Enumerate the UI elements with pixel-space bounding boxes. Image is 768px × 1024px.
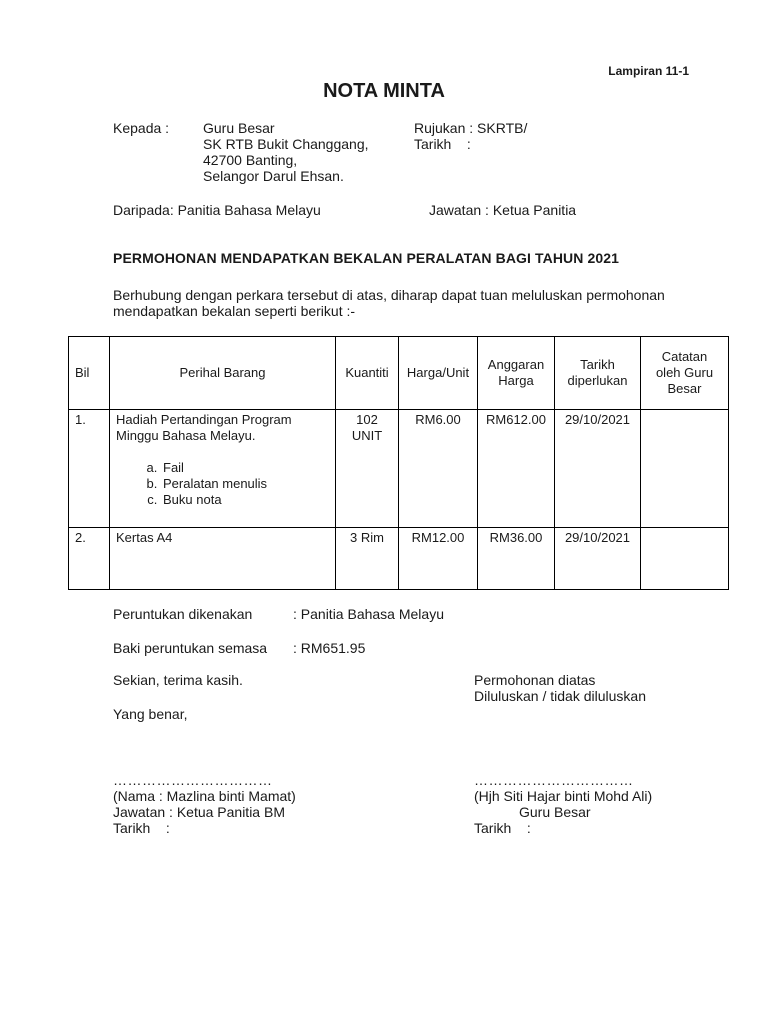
signer-date: Tarikh : bbox=[474, 820, 531, 836]
items-table bbox=[68, 336, 729, 590]
sub-item: a. Fail bbox=[161, 460, 335, 476]
header-line: Tarikh bbox=[580, 357, 615, 372]
kuantiti-line: UNIT bbox=[351, 428, 383, 443]
cell-tarikh: 29/10/2021 bbox=[555, 410, 641, 528]
signature-line: …………………………… bbox=[113, 772, 273, 788]
approval-line: Diluluskan / tidak diluluskan bbox=[474, 688, 646, 704]
address-line: Guru Besar bbox=[203, 120, 275, 136]
cell-anggaran: RM36.00 bbox=[478, 528, 555, 590]
cell-bil: 2. bbox=[69, 528, 110, 590]
header-perihal: Perihal Barang bbox=[110, 337, 336, 410]
to-address bbox=[203, 120, 369, 184]
sub-item: b. Peralatan menulis bbox=[161, 476, 335, 492]
approval-block bbox=[474, 672, 646, 704]
subject-heading: PERMOHONAN MENDAPATKAN BEKALAN PERALATAN BAGI TAHUN 2021 bbox=[113, 250, 619, 266]
header-line: Harga bbox=[498, 373, 534, 388]
cell-kuantiti bbox=[336, 410, 399, 528]
header-line: Anggaran bbox=[487, 357, 545, 372]
header-tarikh bbox=[555, 337, 641, 410]
sub-item: c. Buku nota bbox=[161, 492, 335, 508]
perihal-line: Hadiah Pertandingan Program bbox=[116, 412, 292, 427]
approval-line: Permohonan diatas bbox=[474, 672, 596, 688]
cell-anggaran: RM612.00 bbox=[478, 410, 555, 528]
cell-perihal bbox=[110, 410, 336, 528]
header-line: Besar bbox=[667, 381, 702, 396]
attachment-label: Lampiran 11-1 bbox=[608, 64, 689, 78]
intro-paragraph bbox=[113, 287, 665, 319]
header-line: oleh Guru bbox=[655, 365, 714, 380]
address-line: Selangor Darul Ehsan. bbox=[203, 168, 344, 184]
cell-tarikh: 29/10/2021 bbox=[555, 528, 641, 590]
table-row bbox=[69, 528, 729, 590]
table-row bbox=[69, 410, 729, 528]
balance-value: : RM651.95 bbox=[293, 640, 366, 656]
from-line: Daripada: Panitia Bahasa Melayu bbox=[113, 202, 321, 218]
address-line: 42700 Banting, bbox=[203, 152, 298, 168]
perihal-line: Kertas A4 bbox=[116, 530, 173, 545]
address-line: SK RTB Bukit Changgang, bbox=[203, 136, 369, 152]
signature-line: …………………………… bbox=[474, 772, 634, 788]
intro-line: mendapatkan bekalan seperti berikut :- bbox=[113, 303, 356, 319]
header-anggaran bbox=[478, 337, 555, 410]
to-label: Kepada : bbox=[113, 120, 170, 136]
header-line: Catatan bbox=[661, 349, 708, 364]
cell-bil: 1. bbox=[69, 410, 110, 528]
signature-left bbox=[113, 772, 296, 836]
header-date: Tarikh : bbox=[414, 136, 471, 152]
signer-position: Jawatan : Ketua Panitia BM bbox=[113, 804, 285, 820]
cell-catatan bbox=[641, 528, 729, 590]
intro-line: Berhubung dengan perkara tersebut di atas, diharap dapat tuan meluluskan permohonan bbox=[113, 287, 665, 303]
header-harga: Harga/Unit bbox=[399, 337, 478, 410]
signer-name: (Hjh Siti Hajar binti Mohd Ali) bbox=[474, 788, 653, 804]
kuantiti-line: 102 bbox=[356, 412, 378, 427]
cell-catatan bbox=[641, 410, 729, 528]
cell-perihal bbox=[110, 528, 336, 590]
signer-position: Guru Besar bbox=[519, 804, 591, 820]
reference: Rujukan : SKRTB/ bbox=[414, 120, 528, 136]
sub-item-list bbox=[116, 460, 335, 508]
cell-harga: RM6.00 bbox=[399, 410, 478, 528]
balance-label: Baki peruntukan semasa bbox=[113, 640, 268, 656]
header-line: diperlukan bbox=[567, 373, 628, 388]
closing-text: Sekian, terima kasih. bbox=[113, 672, 243, 688]
table-header-row bbox=[69, 337, 729, 410]
kuantiti-line: 3 Rim bbox=[350, 530, 384, 545]
header-catatan bbox=[641, 337, 729, 410]
position-line: Jawatan : Ketua Panitia bbox=[429, 202, 577, 218]
cell-kuantiti bbox=[336, 528, 399, 590]
signer-date: Tarikh : bbox=[113, 820, 170, 836]
allocation-value: : Panitia Bahasa Melayu bbox=[293, 606, 444, 622]
signature-right bbox=[474, 772, 652, 836]
header-kuantiti: Kuantiti bbox=[336, 337, 399, 410]
document-title: NOTA MINTA bbox=[323, 80, 445, 102]
cell-harga: RM12.00 bbox=[399, 528, 478, 590]
header-bil: Bil bbox=[69, 337, 110, 410]
signer-name: (Nama : Mazlina binti Mamat) bbox=[113, 788, 296, 804]
perihal-line: Minggu Bahasa Melayu. bbox=[116, 428, 256, 443]
sign-off: Yang benar, bbox=[113, 706, 188, 722]
allocation-label: Peruntukan dikenakan bbox=[113, 606, 253, 622]
